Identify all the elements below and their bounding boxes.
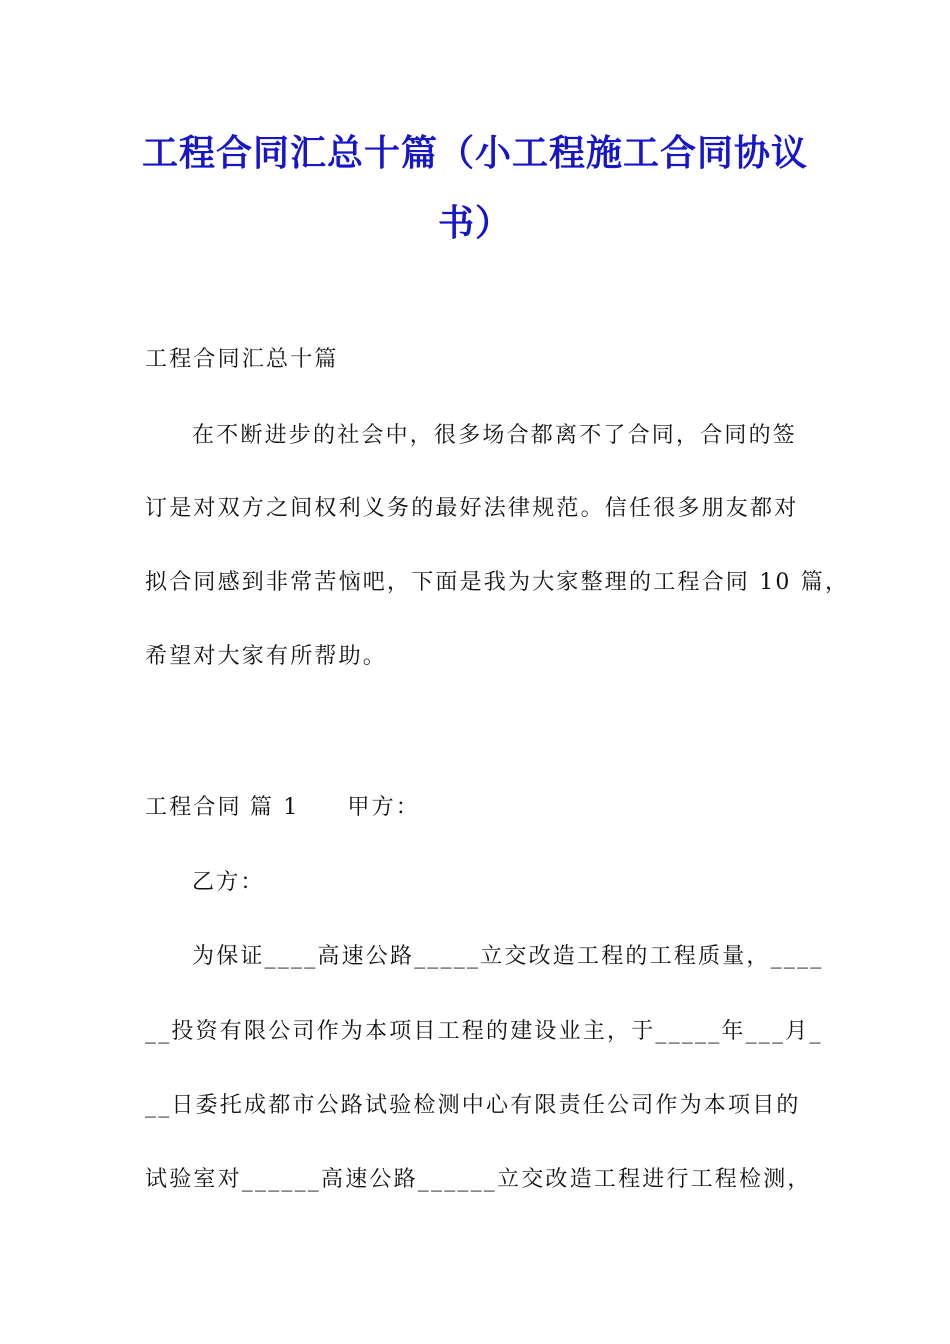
- document-title-line-2: 书）: [437, 203, 512, 244]
- contract-heading: [145, 793, 420, 823]
- contract-body-line-2: __投资有限公司作为本项目工程的建设业主，于_____年___月_: [145, 1019, 823, 1044]
- intro-line-4: 希望对大家有所帮助。: [145, 644, 388, 669]
- party-b-label: 乙方：: [192, 870, 265, 895]
- contract-body-line-4: 试验室对______高速公路______立交改造工程进行工程检测，: [145, 1167, 812, 1192]
- contract-number: 篇 1: [249, 795, 300, 820]
- contract-body-line-3: __日委托成都市公路试验检测中心有限责任公司作为本项目的: [145, 1093, 801, 1118]
- section-heading: 工程合同汇总十篇: [145, 347, 339, 372]
- document-title-line-1: 工程合同汇总十篇（小工程施工合同协议: [141, 133, 808, 174]
- intro-line-2: 订是对双方之间权利义务的最好法律规范。信任很多朋友都对: [145, 496, 799, 521]
- intro-line-3: 拟合同感到非常苦恼吧，下面是我为大家整理的工程合同 10 篇，: [145, 570, 850, 595]
- contract-label: 工程合同: [145, 795, 242, 820]
- intro-line-1: 在不断进步的社会中，很多场合都离不了合同，合同的签: [192, 423, 798, 448]
- contract-body-line-1: 为保证____高速公路_____立交改造工程的工程质量，____: [192, 944, 824, 969]
- party-a-label: 甲方：: [347, 795, 421, 820]
